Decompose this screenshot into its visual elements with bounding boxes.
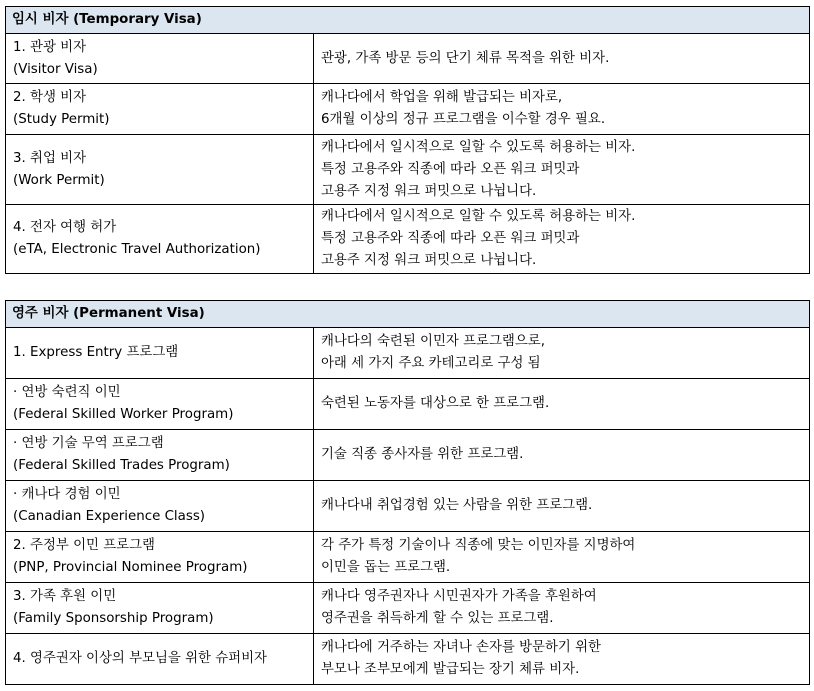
visa-name: 2. 주정부 이민 프로그램 xyxy=(13,538,155,553)
table-row xyxy=(6,634,810,685)
visa-name-cell xyxy=(6,430,314,481)
visa-english-name: (Study Permit) xyxy=(13,112,110,127)
visa-description-cell xyxy=(314,481,810,532)
visa-name-cell xyxy=(6,84,314,135)
table-row xyxy=(6,135,810,205)
visa-description-line: 캐나다에 거주하는 자녀나 손자를 방문하기 위한 xyxy=(321,640,601,655)
visa-name: · 연방 기술 무역 프로그램 xyxy=(13,436,164,451)
visa-description-line: 캐나다내 취업경험 있는 사람을 위한 프로그램. xyxy=(321,498,593,513)
visa-name: · 캐나다 경험 이민 xyxy=(13,487,121,502)
visa-description-line: 각 주가 특정 기술이나 직종에 맞는 이민자를 지명하여 xyxy=(321,538,636,553)
visa-description-cell xyxy=(314,379,810,430)
visa-english-name: (PNP, Provincial Nominee Program) xyxy=(13,560,248,575)
visa-name: 1. 관광 비자 xyxy=(13,39,87,55)
visa-name: 4. 전자 여행 허가 xyxy=(13,220,117,235)
visa-name-cell xyxy=(6,34,314,84)
visa-name: · 연방 숙련직 이민 xyxy=(13,385,121,400)
visa-description-line: 아래 세 가지 주요 카테고리로 구성 됨 xyxy=(321,356,541,371)
visa-name-cell xyxy=(6,379,314,430)
visa-english-name: (Visitor Visa) xyxy=(13,61,98,77)
visa-description-line: 부모나 조부모에게 발급되는 장기 체류 비자. xyxy=(321,662,580,677)
visa-description-cell xyxy=(314,34,810,84)
permanent-visa-header: 영주 비자 (Permanent Visa) xyxy=(6,301,810,328)
table-header-row xyxy=(6,301,810,328)
visa-name-cell xyxy=(6,135,314,205)
visa-name-cell xyxy=(6,481,314,532)
visa-description-cell xyxy=(314,135,810,205)
visa-description-line: 기술 직종 종사자를 위한 프로그램. xyxy=(321,447,524,462)
visa-name: 1. Express Entry 프로그램 xyxy=(13,345,179,360)
visa-description-line: 이민을 돕는 프로그램. xyxy=(321,560,451,575)
visa-english-name: (Work Permit) xyxy=(13,172,105,188)
table-row xyxy=(6,379,810,430)
visa-english-name: (Federal Skilled Trades Program) xyxy=(13,458,230,473)
visa-description-cell xyxy=(314,430,810,481)
visa-english-name: (eTA, Electronic Travel Authorization) xyxy=(13,242,261,257)
visa-description-line: 고용주 지정 워크 퍼밋으로 나뉩니다. xyxy=(321,253,537,268)
visa-name: 3. 가족 후원 이민 xyxy=(13,589,117,604)
visa-description-line: 캐나다에서 일시적으로 일할 수 있도록 허용하는 비자. xyxy=(321,209,636,224)
table-row xyxy=(6,583,810,634)
visa-name-cell xyxy=(6,532,314,583)
visa-description-line: 캐나다에서 학업을 위해 발급되는 비자로, xyxy=(321,90,563,105)
temporary-visa-rows xyxy=(6,34,810,274)
permanent-visa-table xyxy=(5,300,810,685)
visa-english-name: (Family Sponsorship Program) xyxy=(13,611,214,626)
visa-description-line: 영주권을 취득하게 할 수 있는 프로그램. xyxy=(321,611,554,626)
visa-description-line: 캐나다 영주권자나 시민권자가 가족을 후원하여 xyxy=(321,589,597,604)
visa-name-cell xyxy=(6,634,314,685)
visa-description-line: 특정 고용주와 직종에 따라 오픈 워크 퍼밋과 xyxy=(321,161,580,177)
visa-description-cell xyxy=(314,205,810,274)
table-row xyxy=(6,328,810,379)
table-row xyxy=(6,481,810,532)
visa-description-line: 특정 고용주와 직종에 따라 오픈 워크 퍼밋과 xyxy=(321,231,580,246)
visa-name: 2. 학생 비자 xyxy=(13,90,87,105)
temporary-visa-table xyxy=(5,6,810,274)
visa-name-cell xyxy=(6,583,314,634)
visa-english-name: (Canadian Experience Class) xyxy=(13,509,206,524)
table-header-row xyxy=(6,7,810,34)
table-row xyxy=(6,34,810,84)
visa-description-cell xyxy=(314,84,810,135)
visa-name-cell xyxy=(6,328,314,379)
table-row xyxy=(6,84,810,135)
table-row xyxy=(6,205,810,274)
visa-name: 4. 영주권자 이상의 부모님을 위한 슈퍼비자 xyxy=(13,651,267,666)
visa-name: 3. 취업 비자 xyxy=(13,150,87,166)
visa-description-line: 6개월 이상의 정규 프로그램을 이수할 경우 필요. xyxy=(321,112,606,127)
visa-description-cell xyxy=(314,328,810,379)
visa-name-cell xyxy=(6,205,314,274)
visa-description-line: 캐나다의 숙련된 이민자 프로그램으로, xyxy=(321,334,545,349)
temporary-visa-header: 임시 비자 (Temporary Visa) xyxy=(6,7,810,34)
visa-description-line: 고용주 지정 워크 퍼밋으로 나뉩니다. xyxy=(321,183,537,199)
visa-english-name: (Federal Skilled Worker Program) xyxy=(13,407,234,422)
visa-description-cell xyxy=(314,634,810,685)
permanent-visa-rows xyxy=(6,328,810,685)
visa-description-cell xyxy=(314,532,810,583)
table-row xyxy=(6,430,810,481)
visa-description-cell xyxy=(314,583,810,634)
visa-description-line: 캐나다에서 일시적으로 일할 수 있도록 허용하는 비자. xyxy=(321,139,636,155)
table-row xyxy=(6,532,810,583)
visa-description-line: 숙련된 노동자를 대상으로 한 프로그램. xyxy=(321,396,550,411)
visa-description-line: 관광, 가족 방문 등의 단기 체류 목적을 위한 비자. xyxy=(321,50,610,66)
